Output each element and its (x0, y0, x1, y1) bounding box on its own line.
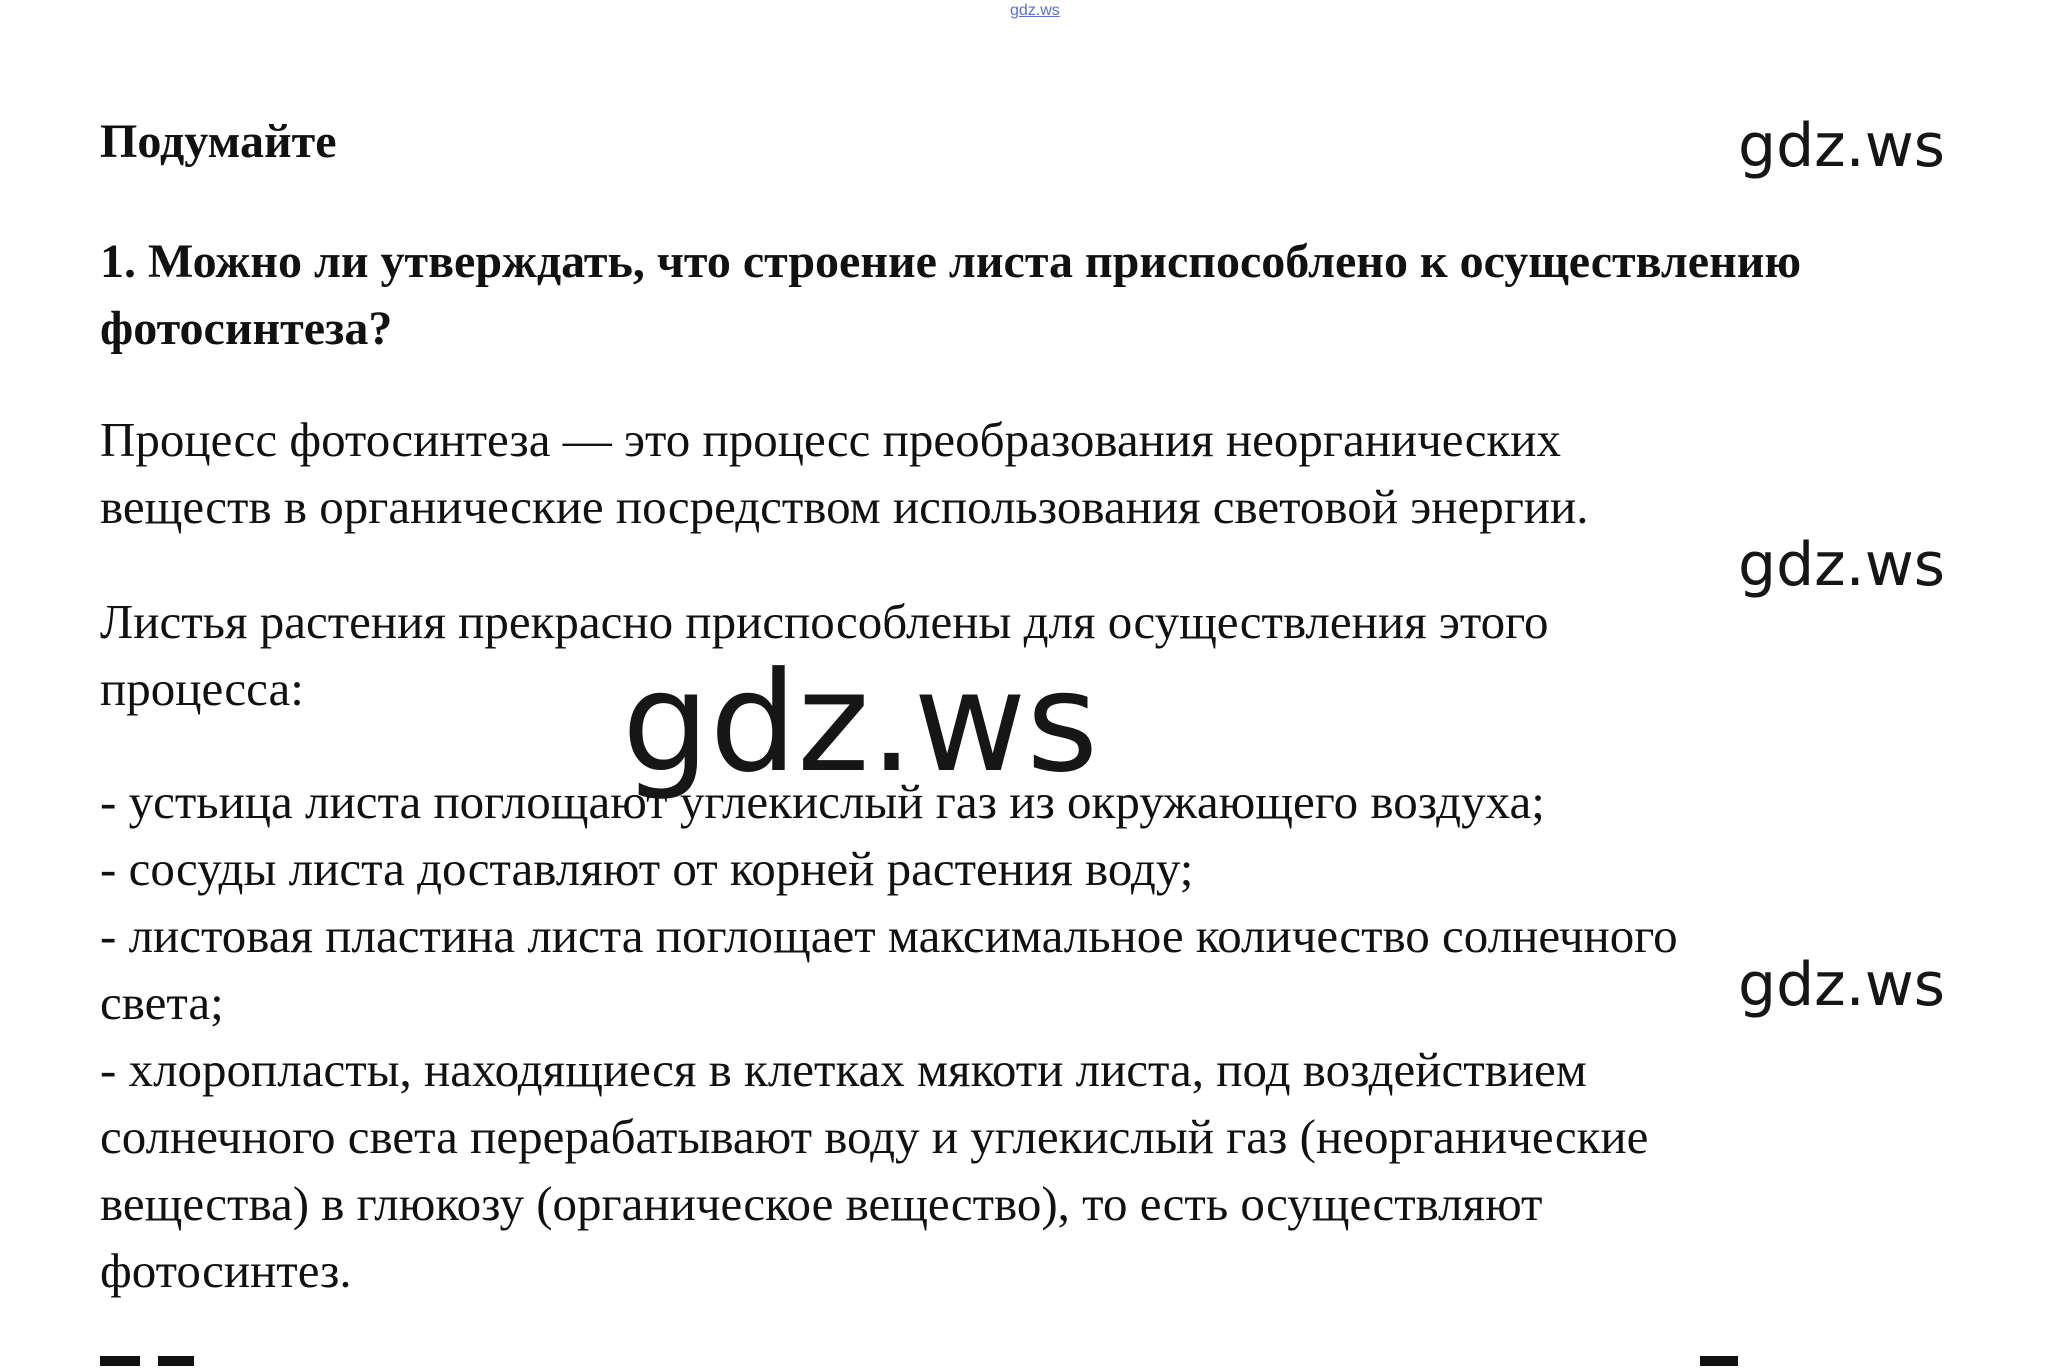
header-watermark-link[interactable]: gdz.ws (1010, 2, 1060, 19)
paragraph-definition: Процесс фотосинтеза — это процесс преобразования неорганических веществ в органические посредством использования световой энергии. (100, 412, 1589, 534)
cutoff-text-fragment (1700, 1356, 1738, 1366)
watermark-lower-right: gdz.ws (1738, 950, 1946, 1020)
next-question-cutoff (100, 1342, 2020, 1372)
question-heading: 1. Можно ли утверждать, что строение листа приспособлено к осуществлению фотосинтеза? (100, 235, 1802, 355)
watermark-center-large: gdz.ws (622, 642, 1099, 803)
paragraph-intro: Листья растения прекрасно приспособлены для осуществления этого процесса: (100, 594, 1549, 716)
watermark-middle-right: gdz.ws (1738, 530, 1946, 600)
cutoff-text-fragment (158, 1356, 194, 1366)
paragraph-list: - устьица листа поглощают углекислый газ из окружающего воздуха; - сосуды листа доставляют от корней растения воду; - листовая пластина листа поглощает максимальное количество солнечного света; - хлоропласты, находящиеся в клетках мякоти листа, под воздействием солнечного света перерабатывают воду и углекислый газ (неорганические вещества) в глюкозу (органическое вещество), то есть осуществляют фотосинтез. (100, 774, 1678, 1298)
watermark-top-right: gdz.ws (1738, 111, 1946, 181)
section-title: Подумайте (100, 115, 337, 168)
cutoff-text-fragment (100, 1356, 140, 1366)
